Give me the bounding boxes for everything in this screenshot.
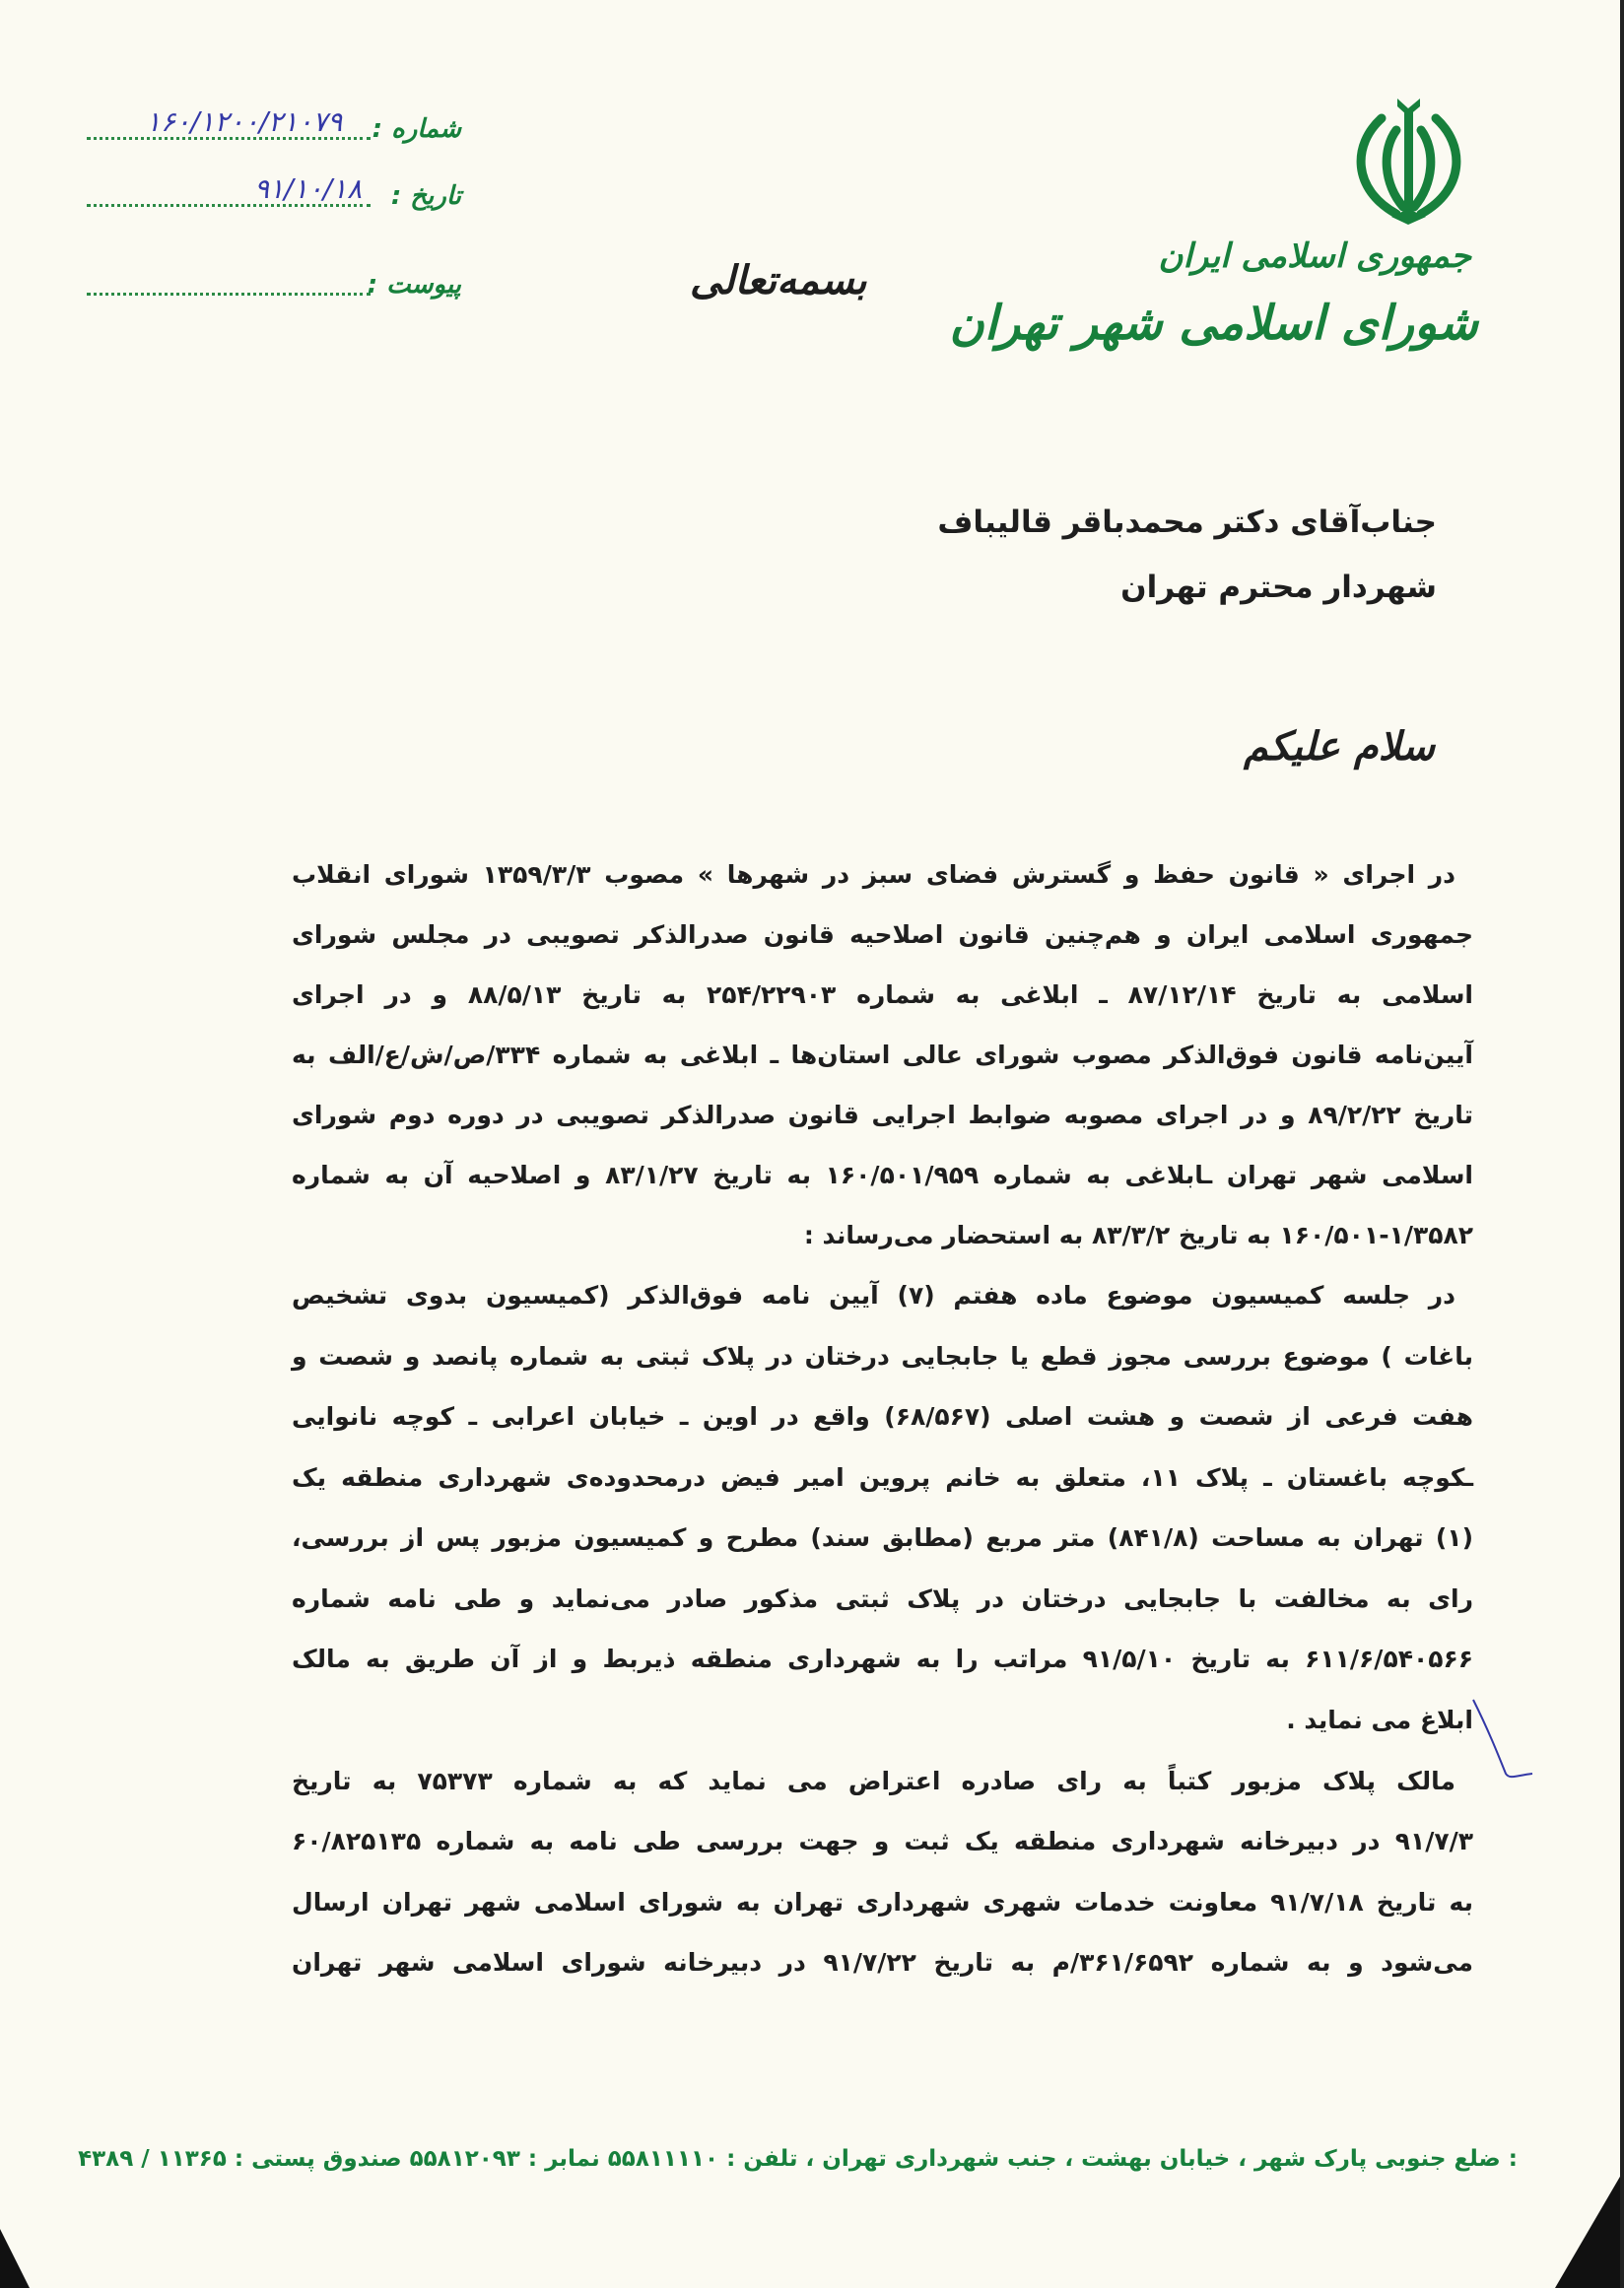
body-line: هفت فرعی از شصت و هشت اصلی (۶۸/۵۶۷) واقع در اوین ـ خیابان اعرابی ـ کوچه نانوایی <box>292 1402 1473 1431</box>
scan-edge-right <box>1620 0 1624 2288</box>
letter-date-label: تاریخ : <box>390 181 461 211</box>
country-name: جمهوری اسلامی ایران <box>1158 236 1471 276</box>
attachment-field <box>87 264 461 303</box>
body-line: ابلاغ می نماید . <box>1286 1706 1473 1734</box>
pen-mark <box>1468 1695 1537 1783</box>
body-line: ـکوچه باغستان ـ پلاک ۱۱، متعلق به خانم پروین امیر فیض درمحدوده‌ی شهرداری منطقه یک <box>292 1463 1473 1492</box>
body-line: به تاریخ ۹۱/۷/۱۸ معاونت خدمات شهری شهرداری تهران به شورای اسلامی شهر تهران ارسال <box>292 1888 1473 1917</box>
letter-number-label: شماره : <box>372 114 461 144</box>
body-line: در جلسه کمیسیون موضوع ماده هفتم (۷) آیین نامه فوق‌الذکر (کمیسیون بدوی تشخیص <box>292 1281 1456 1310</box>
letter-date-value: ۹۱/۱۰/۱۸ <box>254 172 363 205</box>
body-line: اسلامی شهر تهران ـابلاغی به شماره ۱۶۰/۵۰۱/۹۵۹ به تاریخ ۸۳/۱/۲۷ و اصلاحیه آن به شماره <box>292 1161 1473 1189</box>
body-line: جمهوری اسلامی ایران و هم‌چنین قانون اصلاحیه قانون صدرالذکر تصویبی در مجلس شورای <box>292 920 1473 949</box>
attachment-label: پیوست : <box>367 270 461 300</box>
addressee-name: جناب‌آقای دکتر محمدباقر قالیباف <box>937 505 1437 540</box>
body-line: در اجرای « قانون حفظ و گسترش فضای سبز در شهرها » مصوب ۱۳۵۹/۳/۳ شورای انقلاب <box>292 860 1455 889</box>
letter-number-field <box>87 105 461 148</box>
body-line: باغات ) موضوع بررسی مجوز قطع یا جابجایی درختان در پلاک ثبتی به شماره پانصد و شصت و <box>292 1342 1473 1371</box>
addressee-title: شهردار محترم تهران <box>1120 570 1437 605</box>
body-line: می‌شود و به شماره ۳۶۱/۶۵۹۲/م به تاریخ ۹۱/۷/۲۲ در دبیرخانه شورای اسلامی شهر تهران <box>292 1948 1473 1977</box>
body-line: تاریخ ۸۹/۲/۲۲ و در اجرای مصوبه ضوابط اجرایی قانون صدرالذکر تصویبی در دوره دوم شورای <box>292 1101 1473 1129</box>
letter-date-field <box>87 172 461 215</box>
footer-address: : ضلع جنوبی پارک شهر ، خیابان بهشت ، جنب شهرداری تهران ، تلفن : ۵۵۸۱۱۱۱۰ نمابر : ۵۵۸۱۲۰۹۳ صندوق پستی : ۱۱۳۶۵ / ۴۳۸۹ <box>78 2146 1518 2172</box>
letter-number-value: ۱۶۰/۱۲۰۰/۲۱۰۷۹ <box>146 105 343 138</box>
body-line: رای به مخالفت با جابجایی درختان در پلاک ثبتی مذکور صادر می‌نماید و طی نامه شماره <box>292 1584 1473 1613</box>
invocation: بسمه‌تعالی <box>690 258 867 303</box>
body-line: اسلامی به تاریخ ۸۷/۱۲/۱۴ ـ ابلاغی به شماره ۲۵۴/۲۲۹۰۳ به تاریخ ۸۸/۵/۱۳ و در اجرای <box>292 980 1474 1009</box>
body-line: آیین‌نامه قانون فوق‌الذکر مصوب شورای عالی استان‌ها ـ ابلاغی به شماره ۳۳۴/ص/ش/ع/الف به <box>292 1041 1473 1069</box>
body-line: ۶۱۱/۶/۵۴۰۵۶۶ به تاریخ ۹۱/۵/۱۰ مراتب را به شهرداری منطقه ذیربط و از آن طریق به مالک <box>292 1645 1473 1673</box>
body-line: ۹۱/۷/۳ در دبیرخانه شهرداری منطقه یک ثبت و جهت بررسی طی نامه به شماره ۶۰/۸۲۵۱۳۵ <box>292 1827 1473 1855</box>
iran-emblem-icon <box>1342 91 1475 229</box>
body-line: ۱۶۰/۵۰۱-۱/۳۵۸۲ به تاریخ ۸۳/۳/۲ به استحضار می‌رساند : <box>803 1221 1473 1249</box>
scan-corner-right <box>1555 2170 1624 2288</box>
salutation: سلام علیکم <box>1244 724 1435 770</box>
dotted-line <box>87 293 371 296</box>
body-line: مالک پلاک مزبور کتباً به رای صادره اعتراض می نماید که به شماره ۷۵۳۷۳ به تاریخ <box>292 1767 1455 1795</box>
scan-corner-left <box>0 2229 30 2288</box>
organization-name: شورای اسلامی شهر تهران <box>949 296 1478 351</box>
body-line: (۱) تهران به مساحت (۸۴۱/۸) متر مربع (مطابق سند) مطرح و کمیسیون مزبور پس از بررسی، <box>292 1523 1473 1552</box>
